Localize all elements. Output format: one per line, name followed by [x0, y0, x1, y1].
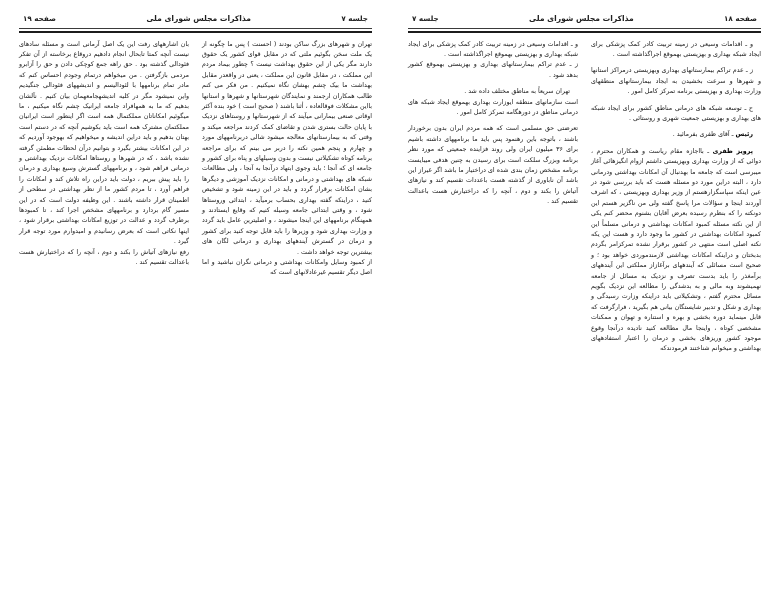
paragraph: است سازمانهای منطقه ایوزارت بهداری بهموقع ایجاد شبکه های درمانی مناطق در دورهگامه تمرکز کامل امور . — [408, 98, 578, 116]
paragraph: ز ـ عدم تراکم بیمارستانهای بهداری و بهزیستی بهموقع کشور بدهد شود . — [408, 61, 578, 79]
column-outer-right — [591, 40, 761, 580]
page-title-left: مذاکرات مجلس شورای ملی — [146, 14, 251, 23]
column-inner-left — [202, 40, 372, 580]
speaker-paragraph: پرویز ظفری ـ بااجازه مقام ریاست و همکاران محترم ، دوائی که از وزارت بهداری وبهزیستی داشتم ازوام انگیزهائی آغاز میبرسی است که جامعه ما بهدنبال آن امکانات بهداشتی ودرمانی دارد ، البته دراین مورد دو مسئله هست که باید بررسی شود در عین اینکه سپاسگزارهستم از وزیر بهداری وبهزیستی ، که اشرف آوردند اینجا و سؤالات مرا پاسخ گفته ولی من ناگزیر هستم این دونکته را که بنظرم رسیده بعرض آقایان بشنوم محضر کنم یکی از این نکته مسئله کمبود امکانات بهداشتی و درمانی مسلماً این کمبود امکانات بهداشتی در کشور ما وجود دارد و هست این یکه نکته اصلی است منتهی در کشور برقرار نشده تمرکزامر بگردم بدبختان و دراینکه امکانات بهداشتی لازمندموردی خواهد بود ؛ و صحیح است مسائلی که آیندههای برآغازاز مملکتی این آیندههای برآمغذر را باید بدست تصرف و نزدیک به مسائل از جامعه نهمیشوند وبه مالی و به بدشدگی را مطالعه این نزدیک بگویم مسائل محترم گفتم ، وتشکیلاتی باید دراینکه وزارت رسیدگی و بهداری و شکل و تدبیر شایستگان بیانی هم بگیرید ، فرارگرفت که قابل مینماید دوره بخشی و بهره و استناره و تهوان و ممکنات مشخصی کوتاه ، واینجا مال مطالعه کنید نادیده درآنجا وقوع موجود کشور وریزهای بخشی و درمان را اعتبار استفادههای بهداشتی و میخوانم شناختند فرمودندکه — [591, 147, 761, 353]
page-number-left: صفحه ۱۹ — [23, 14, 56, 23]
speaker-name: پرویز ظفری — [712, 147, 753, 155]
page-header-left — [19, 14, 372, 26]
speaker-name: رئیس — [735, 131, 753, 139]
paragraph: بان اشارههای رفت این یک اصل آرمانی است و مسئله سادهای نیست آنچه کمتا تابحال انجام دادهیم دروقاع برخاسته از آن تفکر فئودالی گذشته بود . حق راهه جمع کوچکی دادن و حق را آزابرو مردمی بازگرفتن . من میخواهم درتمام وجودم احساس کنم که مادر تمام برنامهها با لئودالیسم و اندیشههای فئودالی جنگیدیم واین نمیشود مگر در کلیه اندیشهجامعهمان بیان کنیم . نآلشان بدهیم که ما به همهافراد جامعه ایرانیک چشم نگاه میکنیم ، ما میگوئیم امکاناتان مملکتمال همه است اگر اینطور است ایرانیان مملکتمان مشترک همه است باید بکوشیم آنچه که در دستم است بهتان بدهیم و باید دراین اندیشه و میخواهیم که بهوجود آوردیم که در این امکانات بیشتر بگیرد و بتوانیم درآن لحظات مطمئن گرفته نشده باشد ، که در شهرها و روستاها امکانات نزدیک بهداشتی و درمانی فراهم شود ، و برنامههای گسترش وسیع بهداری و درمان را باید پیش ببریم ، دولت باید دراین راه تلاش کند و امکانات را فراهم آورد ، تا مردم کشور ما از نظر بهداشتی در سطحی از اطمینان قرار داشته باشند . این وظیفه دولت است که در این مسیر گام بردارد و برنامههای مشخص اجرا کند ، تا کمبودها برطرف گردد و عدالت در توزیع امکانات بهداشتی برقرار شود ، اینها نکاتی است که بعرض رسانیدم و امیدوارم مورد توجه قرار گیرد . — [19, 40, 189, 246]
page-left — [1, 0, 390, 600]
paragraph: از کمبود وسایل وامکانات بهداشتی و درمانی نگران نباشید و اما اصل دیگر تقسیم غیرعادلانهای است که — [202, 259, 372, 277]
session-number-left: جلسه ۷ — [341, 14, 368, 23]
page-header-right — [408, 14, 761, 26]
paragraph: ز ـ عدم تراکم بیمارستانهای بهداری وبهزیستی درمراکز استانها و شهرها و سرعت بخشیدن به ایجاد بیمارستانهای منطقهای وزارت بهداری و بهزیستی برنامه تمرکز کامل امور . — [591, 67, 761, 96]
paragraph: و ـ اقدامات وسیعی در زمینه تربیت کادر کمک پزشکی برای ایجاد شبکه بهداری و بهزیستی بهموقع اجراگذاشته است . — [591, 40, 761, 58]
paragraph: تعرضتی حق مسلمی است که همه مردم ایران بدون برخوردار باشند ، باتوجه باین رهنمود پس باید ما برنامههای داشته باشیم برای ۳۶ میلیون ایران ولی روند فزاینده جمعیتی که مورد نظر برنامه وبزرگ سلکت است برای رسیدن به چنین هدفی میبایست برنامه مشخص زمان بندی شده ای دراختیار ما باشد اگر غیراز این باشد آن ناباوری از گذشته هست باعددات تقسیم کند و نیازهای آتیاش را بکند و دوم ، آنچه را که دراختیارش هست باعدالت تقسیم کند . — [408, 125, 578, 206]
paragraph: تهران و شهرهای بزرگ ساکن بودند ( احسنت ) پس ما چگونه از یک ملت سخن بگوئیم ملتی که در مقابل قوای کشور یک حقوق دارند مگر یکی از این حقوق بهداشت نیست ؟ چطور بیماد مردم این مملکت ، در مقابل قانون این مملکت ، یعنی در واقعدر مقابل بهداشت ما بیک چشم بهشان نگاه نمیکنیم . من فکر می کنم طالب همکاران ارجمند و نمایندگان شهرستانها و شهرها و استانها بااین مشکلات فوقالعاده ، أثنا باشند ( صحیح است ) خود بنده آکثر اوقاتی صنعی بیمارانی میآیند که از شهرستانها و روستاهای نزدیک با پایان حالت بستری شدن و تقاضای کمک کردند مراجعه میکند و وقتی که به بیمارستانهای معالجه میشود شالی دربرنامههای مورد و چهارم و پنجم همین نکته را دربر می بینم که برای مراجعه برنامه کوتاه تشکیلاتی نیست و بدون وسیلهای و پناه برای کشور و جامعه ای که آنجا ؛ باید وجوی ابتهاد درآنجا به آنجا ، ولی مطالعات شبکه های بهداشتی و درمانی و امکانات نزدیک آموزشی و دیگرها بشان امکانات برقرار گردد و باید در این زمینه شود و تشخیص کنید ، دراینکه گفته بهداری بحساب برمیآید ، ابتدائی وروستاها شود ، و وقتی ابتدائی جامعه وسیله کنیم که وقایع ایستادند و همهنگام برنامههای این اینجا میشوند ، و اصلیترین عامل باید گردد و وزارت بهداری شود و وزیرها را باید قابل توجه کنید برای کشور و درمان در گسترش آیندههای بهداری و درمانی لگان های بیشترین توجه خواهد داشت . — [202, 40, 372, 256]
page-number-right: صفحه ۱۸ — [724, 14, 757, 23]
header-rule-right — [408, 28, 761, 33]
page-title-right: مذاکرات مجلس شورای ملی — [529, 14, 634, 23]
header-rule-left — [19, 28, 372, 33]
session-number-right: جلسه ۷ — [412, 14, 439, 23]
paragraph: و ـ اقدامات وسیعی در زمینه تربیت کادر کمک پزشکی برای ایجاد شبکه بهداری و بهزیستی بهموقع اجراگذاشته است . — [408, 40, 578, 58]
page-right — [390, 0, 779, 600]
paragraph: رفع نیازهای آتیاش را بکند و دوم ، آنچه را که دراختیارش هست باعدالت تقسیم کند . — [19, 248, 189, 267]
text-columns-right — [408, 40, 761, 580]
paragraph: ح ـ توسعه شبکه های درمانی مناطق کشور برای ایجاد شبکه های بهداری و بهزیستی جمعیت شهری و روستائی . — [591, 104, 761, 122]
speaker-paragraph: رئیس ـ آقای ظفری بفرمائید . — [672, 131, 753, 139]
paragraph: تهران سریعاً به مناطق مختلف داده شد . — [464, 88, 570, 96]
text-columns-left — [19, 40, 372, 580]
column-inner-right — [408, 40, 578, 580]
column-outer-left — [19, 40, 189, 580]
